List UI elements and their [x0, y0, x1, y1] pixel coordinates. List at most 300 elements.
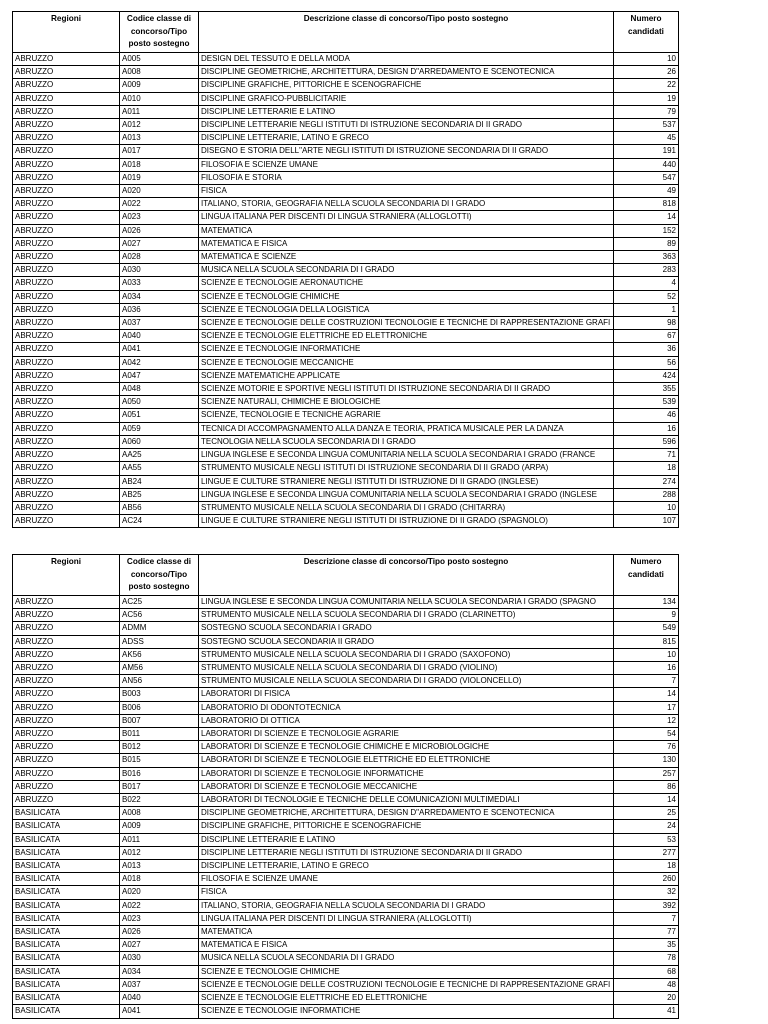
table-row: [13, 978, 679, 991]
cell-numero: 7: [614, 912, 679, 925]
cell-numero: 14: [614, 794, 679, 807]
cell-numero: 363: [614, 251, 679, 264]
cell-numero: 68: [614, 965, 679, 978]
table-row: [13, 754, 679, 767]
cell-descrizione: LINGUA INGLESE E SECONDA LINGUA COMUNITARIA NELLA SCUOLA SECONDARIA I GRADO (SPAGNO: [199, 596, 614, 609]
table-row: [13, 264, 679, 277]
cell-regione: ABRUZZO: [13, 501, 120, 514]
table-row: [13, 728, 679, 741]
cell-descrizione: DISEGNO E STORIA DELL"ARTE NEGLI ISTITUTI DI ISTRUZIONE SECONDARIA DI II GRADO: [199, 145, 614, 158]
cell-descrizione: LINGUA INGLESE E SECONDA LINGUA COMUNITARIA NELLA SCUOLA SECONDARIA I GRADO (INGLESE: [199, 488, 614, 501]
table-row: [13, 952, 679, 965]
table-row: [13, 317, 679, 330]
table-row: [13, 846, 679, 859]
cell-codice: A022: [120, 198, 199, 211]
cell-descrizione: SCIENZE E TECNOLOGIE INFORMATICHE: [199, 1005, 614, 1018]
table-row: [13, 992, 679, 1005]
cell-codice: A026: [120, 926, 199, 939]
cell-numero: 10: [614, 501, 679, 514]
cell-descrizione: DISCIPLINE LETTERARIE E LATINO: [199, 105, 614, 118]
table-row: [13, 899, 679, 912]
cell-numero: 12: [614, 714, 679, 727]
cell-codice: A047: [120, 369, 199, 382]
cell-codice: A022: [120, 899, 199, 912]
cell-numero: 52: [614, 290, 679, 303]
cell-regione: ABRUZZO: [13, 303, 120, 316]
table-header-row: [13, 555, 679, 596]
cell-regione: ABRUZZO: [13, 198, 120, 211]
cell-numero: 26: [614, 66, 679, 79]
cell-numero: 152: [614, 224, 679, 237]
cell-codice: AB56: [120, 501, 199, 514]
cell-descrizione: SCIENZE E TECNOLOGIE MECCANICHE: [199, 356, 614, 369]
cell-regione: BASILICATA: [13, 820, 120, 833]
cell-regione: ABRUZZO: [13, 449, 120, 462]
table-row: [13, 462, 679, 475]
cell-codice: A037: [120, 317, 199, 330]
table-row: [13, 237, 679, 250]
cell-codice: A009: [120, 820, 199, 833]
cell-regione: ABRUZZO: [13, 158, 120, 171]
cell-regione: BASILICATA: [13, 833, 120, 846]
cell-descrizione: FISICA: [199, 886, 614, 899]
table-row: [13, 780, 679, 793]
cell-descrizione: SCIENZE E TECNOLOGIE AERONAUTICHE: [199, 277, 614, 290]
table-row: [13, 158, 679, 171]
table-row: [13, 145, 679, 158]
cell-numero: 547: [614, 171, 679, 184]
cell-regione: ABRUZZO: [13, 343, 120, 356]
cell-codice: A013: [120, 860, 199, 873]
cell-descrizione: MATEMATICA: [199, 926, 614, 939]
cell-numero: 71: [614, 449, 679, 462]
cell-numero: 134: [614, 596, 679, 609]
table-row: [13, 741, 679, 754]
cell-codice: B011: [120, 728, 199, 741]
cell-regione: BASILICATA: [13, 860, 120, 873]
cell-regione: ABRUZZO: [13, 714, 120, 727]
cell-numero: 67: [614, 330, 679, 343]
cell-numero: 1: [614, 303, 679, 316]
cell-numero: 56: [614, 356, 679, 369]
cell-descrizione: LABORATORIO DI ODONTOTECNICA: [199, 701, 614, 714]
cell-regione: ABRUZZO: [13, 741, 120, 754]
cell-descrizione: SCIENZE E TECNOLOGIA DELLA LOGISTICA: [199, 303, 614, 316]
header-codice: Codice classe di concorso/Tipo posto sostegno: [120, 12, 199, 53]
cell-codice: A040: [120, 992, 199, 1005]
cell-descrizione: LABORATORI DI SCIENZE E TECNOLOGIE ELETTRICHE ED ELETTRONICHE: [199, 754, 614, 767]
cell-codice: ADSS: [120, 635, 199, 648]
cell-regione: ABRUZZO: [13, 264, 120, 277]
table-row: [13, 277, 679, 290]
table-row: [13, 224, 679, 237]
cell-descrizione: LABORATORI DI SCIENZE E TECNOLOGIE AGRARIE: [199, 728, 614, 741]
cell-descrizione: MUSICA NELLA SCUOLA SECONDARIA DI I GRADO: [199, 264, 614, 277]
cell-regione: ABRUZZO: [13, 251, 120, 264]
cell-numero: 53: [614, 833, 679, 846]
table-row: [13, 912, 679, 925]
cell-numero: 288: [614, 488, 679, 501]
cell-numero: 818: [614, 198, 679, 211]
cell-numero: 78: [614, 952, 679, 965]
cell-codice: AK56: [120, 648, 199, 661]
cell-descrizione: TECNICA DI ACCOMPAGNAMENTO ALLA DANZA E TEORIA, PRATICA MUSICALE PER LA DANZA: [199, 422, 614, 435]
cell-codice: A034: [120, 290, 199, 303]
table-row: [13, 939, 679, 952]
cell-numero: 49: [614, 185, 679, 198]
cell-regione: ABRUZZO: [13, 145, 120, 158]
cell-descrizione: DISCIPLINE GEOMETRICHE, ARCHITETTURA, DESIGN D"ARREDAMENTO E SCENOTECNICA: [199, 807, 614, 820]
cell-descrizione: LABORATORI DI SCIENZE E TECNOLOGIE MECCANICHE: [199, 780, 614, 793]
cell-codice: B003: [120, 688, 199, 701]
header-descrizione: Descrizione classe di concorso/Tipo posto sostegno: [199, 12, 614, 53]
cell-codice: AA55: [120, 462, 199, 475]
cell-numero: 274: [614, 475, 679, 488]
cell-codice: A037: [120, 978, 199, 991]
cell-numero: 16: [614, 422, 679, 435]
cell-descrizione: STRUMENTO MUSICALE NELLA SCUOLA SECONDARIA DI I GRADO (CLARINETTO): [199, 609, 614, 622]
cell-descrizione: LINGUE E CULTURE STRANIERE NEGLI ISTITUTI DI ISTRUZIONE DI II GRADO (INGLESE): [199, 475, 614, 488]
table-row: [13, 860, 679, 873]
table-row: [13, 701, 679, 714]
cell-descrizione: LABORATORI DI FISICA: [199, 688, 614, 701]
cell-codice: A051: [120, 409, 199, 422]
table-row: [13, 171, 679, 184]
cell-descrizione: DISCIPLINE LETTERARIE, LATINO E GRECO: [199, 132, 614, 145]
cell-numero: 86: [614, 780, 679, 793]
cell-codice: A020: [120, 185, 199, 198]
cell-codice: A023: [120, 912, 199, 925]
cell-descrizione: DISCIPLINE LETTERARIE NEGLI ISTITUTI DI ISTRUZIONE SECONDARIA DI II GRADO: [199, 846, 614, 859]
cell-numero: 76: [614, 741, 679, 754]
cell-regione: ABRUZZO: [13, 422, 120, 435]
cell-descrizione: LABORATORI DI SCIENZE E TECNOLOGIE CHIMICHE E MICROBIOLOGICHE: [199, 741, 614, 754]
cell-numero: 537: [614, 119, 679, 132]
cell-numero: 32: [614, 886, 679, 899]
cell-numero: 25: [614, 807, 679, 820]
cell-regione: ABRUZZO: [13, 596, 120, 609]
cell-regione: BASILICATA: [13, 926, 120, 939]
table-body-2: [13, 596, 679, 1019]
cell-regione: BASILICATA: [13, 992, 120, 1005]
table-row: [13, 409, 679, 422]
cell-regione: BASILICATA: [13, 846, 120, 859]
cell-regione: ABRUZZO: [13, 171, 120, 184]
cell-codice: AC25: [120, 596, 199, 609]
cell-numero: 24: [614, 820, 679, 833]
header-regioni: Regioni: [13, 555, 120, 596]
table-row: [13, 251, 679, 264]
cell-regione: BASILICATA: [13, 939, 120, 952]
cell-codice: AB24: [120, 475, 199, 488]
cell-regione: ABRUZZO: [13, 383, 120, 396]
cell-regione: BASILICATA: [13, 978, 120, 991]
cell-descrizione: FILOSOFIA E SCIENZE UMANE: [199, 158, 614, 171]
cell-numero: 815: [614, 635, 679, 648]
cell-descrizione: LINGUE E CULTURE STRANIERE NEGLI ISTITUTI DI ISTRUZIONE DI II GRADO (SPAGNOLO): [199, 515, 614, 528]
table-row: [13, 105, 679, 118]
table-body-1: [13, 53, 679, 528]
table-row: [13, 132, 679, 145]
cell-descrizione: SCIENZE MATEMATICHE APPLICATE: [199, 369, 614, 382]
cell-regione: BASILICATA: [13, 873, 120, 886]
cell-descrizione: SCIENZE, TECNOLOGIE E TECNICHE AGRARIE: [199, 409, 614, 422]
cell-codice: B017: [120, 780, 199, 793]
table-row: [13, 794, 679, 807]
cell-codice: A033: [120, 277, 199, 290]
cell-numero: 4: [614, 277, 679, 290]
cell-descrizione: DISCIPLINE GRAFICO-PUBBLICITARIE: [199, 92, 614, 105]
cell-regione: ABRUZZO: [13, 794, 120, 807]
cell-regione: ABRUZZO: [13, 435, 120, 448]
cell-regione: ABRUZZO: [13, 79, 120, 92]
cell-descrizione: SCIENZE NATURALI, CHIMICHE E BIOLOGICHE: [199, 396, 614, 409]
table-row: [13, 1005, 679, 1018]
cell-descrizione: STRUMENTO MUSICALE NELLA SCUOLA SECONDARIA DI I GRADO (VIOLONCELLO): [199, 675, 614, 688]
cell-regione: ABRUZZO: [13, 409, 120, 422]
cell-numero: 14: [614, 688, 679, 701]
cell-descrizione: LABORATORI DI SCIENZE E TECNOLOGIE INFORMATICHE: [199, 767, 614, 780]
cell-codice: A026: [120, 224, 199, 237]
table-row: [13, 422, 679, 435]
cell-codice: AA25: [120, 449, 199, 462]
cell-numero: 392: [614, 899, 679, 912]
cell-codice: AN56: [120, 675, 199, 688]
cell-numero: 77: [614, 926, 679, 939]
cell-numero: 10: [614, 53, 679, 66]
cell-regione: ABRUZZO: [13, 105, 120, 118]
cell-codice: A034: [120, 965, 199, 978]
cell-codice: A017: [120, 145, 199, 158]
cell-regione: ABRUZZO: [13, 66, 120, 79]
cell-codice: A041: [120, 1005, 199, 1018]
table-row: [13, 383, 679, 396]
table-row: [13, 343, 679, 356]
table-row: [13, 807, 679, 820]
cell-numero: 283: [614, 264, 679, 277]
cell-codice: B012: [120, 741, 199, 754]
cell-descrizione: FISICA: [199, 185, 614, 198]
cell-descrizione: LINGUA ITALIANA PER DISCENTI DI LINGUA STRANIERA (ALLOGLOTTI): [199, 912, 614, 925]
cell-numero: 45: [614, 132, 679, 145]
cell-descrizione: LABORATORIO DI OTTICA: [199, 714, 614, 727]
cell-codice: A008: [120, 807, 199, 820]
cell-descrizione: SCIENZE E TECNOLOGIE ELETTRICHE ED ELETTRONICHE: [199, 330, 614, 343]
table-row: [13, 66, 679, 79]
header-numero: Numero candidati: [614, 12, 679, 53]
cell-regione: BASILICATA: [13, 952, 120, 965]
table-row: [13, 662, 679, 675]
cell-codice: A030: [120, 264, 199, 277]
cell-codice: B016: [120, 767, 199, 780]
cell-regione: ABRUZZO: [13, 132, 120, 145]
cell-descrizione: DESIGN DEL TESSUTO E DELLA MODA: [199, 53, 614, 66]
table-row: [13, 596, 679, 609]
cell-numero: 48: [614, 978, 679, 991]
cell-descrizione: DISCIPLINE GEOMETRICHE, ARCHITETTURA, DESIGN D"ARREDAMENTO E SCENOTECNICA: [199, 66, 614, 79]
cell-descrizione: DISCIPLINE GRAFICHE, PITTORICHE E SCENOGRAFICHE: [199, 820, 614, 833]
table-row: [13, 53, 679, 66]
cell-regione: ABRUZZO: [13, 317, 120, 330]
cell-descrizione: STRUMENTO MUSICALE NELLA SCUOLA SECONDARIA DI I GRADO (CHITARRA): [199, 501, 614, 514]
cell-codice: AM56: [120, 662, 199, 675]
cell-regione: ABRUZZO: [13, 675, 120, 688]
table-row: [13, 185, 679, 198]
cell-regione: ABRUZZO: [13, 119, 120, 132]
table-row: [13, 873, 679, 886]
cell-numero: 16: [614, 662, 679, 675]
cell-codice: A012: [120, 846, 199, 859]
cell-numero: 20: [614, 992, 679, 1005]
cell-regione: ABRUZZO: [13, 515, 120, 528]
cell-regione: ABRUZZO: [13, 185, 120, 198]
table-row: [13, 435, 679, 448]
cell-codice: A018: [120, 873, 199, 886]
table-row: [13, 449, 679, 462]
cell-descrizione: DISCIPLINE LETTERARIE E LATINO: [199, 833, 614, 846]
cell-descrizione: MATEMATICA E FISICA: [199, 939, 614, 952]
cell-regione: ABRUZZO: [13, 662, 120, 675]
table-header-row: [13, 12, 679, 53]
cell-numero: 98: [614, 317, 679, 330]
cell-codice: A013: [120, 132, 199, 145]
cell-codice: A020: [120, 886, 199, 899]
cell-numero: 89: [614, 237, 679, 250]
cell-regione: ABRUZZO: [13, 330, 120, 343]
cell-regione: ABRUZZO: [13, 211, 120, 224]
cell-descrizione: TECNOLOGIA NELLA SCUOLA SECONDARIA DI I GRADO: [199, 435, 614, 448]
cell-codice: A040: [120, 330, 199, 343]
table-row: [13, 119, 679, 132]
cell-codice: A050: [120, 396, 199, 409]
table-row: [13, 290, 679, 303]
cell-regione: BASILICATA: [13, 899, 120, 912]
cell-codice: A018: [120, 158, 199, 171]
table-row: [13, 303, 679, 316]
cell-descrizione: DISCIPLINE LETTERARIE NEGLI ISTITUTI DI ISTRUZIONE SECONDARIA DI II GRADO: [199, 119, 614, 132]
cell-codice: A019: [120, 171, 199, 184]
cell-codice: AC56: [120, 609, 199, 622]
candidates-table-2: [12, 554, 679, 1019]
candidates-table-1: [12, 11, 679, 528]
cell-codice: A027: [120, 939, 199, 952]
cell-descrizione: STRUMENTO MUSICALE NELLA SCUOLA SECONDARIA DI I GRADO (SAXOFONO): [199, 648, 614, 661]
cell-regione: ABRUZZO: [13, 488, 120, 501]
cell-numero: 54: [614, 728, 679, 741]
cell-numero: 107: [614, 515, 679, 528]
cell-descrizione: SCIENZE E TECNOLOGIE ELETTRICHE ED ELETTRONICHE: [199, 992, 614, 1005]
header-numero: Numero candidati: [614, 555, 679, 596]
cell-codice: B022: [120, 794, 199, 807]
table-row: [13, 714, 679, 727]
cell-numero: 18: [614, 860, 679, 873]
cell-codice: A005: [120, 53, 199, 66]
cell-descrizione: SCIENZE MOTORIE E SPORTIVE NEGLI ISTITUTI DI ISTRUZIONE SECONDARIA DI II GRADO: [199, 383, 614, 396]
cell-codice: A009: [120, 79, 199, 92]
table-row: [13, 92, 679, 105]
cell-descrizione: SCIENZE E TECNOLOGIE DELLE COSTRUZIONI TECNOLOGIE E TECNICHE DI RAPPRESENTAZIONE GRAFI: [199, 317, 614, 330]
cell-descrizione: LABORATORI DI TECNOLOGIE E TECNICHE DELLE COMUNICAZIONI MULTIMEDIALI: [199, 794, 614, 807]
cell-descrizione: MUSICA NELLA SCUOLA SECONDARIA DI I GRADO: [199, 952, 614, 965]
table-row: [13, 820, 679, 833]
table-row: [13, 515, 679, 528]
table-row: [13, 488, 679, 501]
cell-codice: B007: [120, 714, 199, 727]
table-row: [13, 886, 679, 899]
cell-regione: ABRUZZO: [13, 648, 120, 661]
table-row: [13, 622, 679, 635]
cell-numero: 41: [614, 1005, 679, 1018]
table-row: [13, 833, 679, 846]
table-row: [13, 211, 679, 224]
cell-regione: BASILICATA: [13, 912, 120, 925]
table-row: [13, 926, 679, 939]
cell-regione: ABRUZZO: [13, 237, 120, 250]
cell-regione: ABRUZZO: [13, 622, 120, 635]
cell-numero: 35: [614, 939, 679, 952]
cell-regione: ABRUZZO: [13, 53, 120, 66]
header-codice: Codice classe di concorso/Tipo posto sostegno: [120, 555, 199, 596]
table-row: [13, 648, 679, 661]
table-row: [13, 767, 679, 780]
cell-regione: ABRUZZO: [13, 780, 120, 793]
cell-descrizione: MATEMATICA E FISICA: [199, 237, 614, 250]
cell-codice: A027: [120, 237, 199, 250]
cell-descrizione: SCIENZE E TECNOLOGIE CHIMICHE: [199, 290, 614, 303]
header-regioni: Regioni: [13, 12, 120, 53]
cell-numero: 36: [614, 343, 679, 356]
cell-regione: ABRUZZO: [13, 701, 120, 714]
header-descrizione: Descrizione classe di concorso/Tipo posto sostegno: [199, 555, 614, 596]
cell-numero: 14: [614, 211, 679, 224]
table-row: [13, 330, 679, 343]
cell-numero: 424: [614, 369, 679, 382]
cell-numero: 191: [614, 145, 679, 158]
cell-descrizione: MATEMATICA: [199, 224, 614, 237]
cell-regione: ABRUZZO: [13, 754, 120, 767]
table-row: [13, 965, 679, 978]
cell-codice: A036: [120, 303, 199, 316]
cell-numero: 79: [614, 105, 679, 118]
cell-numero: 277: [614, 846, 679, 859]
table-row: [13, 688, 679, 701]
cell-descrizione: SCIENZE E TECNOLOGIE DELLE COSTRUZIONI TECNOLOGIE E TECNICHE DI RAPPRESENTAZIONE GRAFI: [199, 978, 614, 991]
table-row: [13, 501, 679, 514]
cell-descrizione: MATEMATICA E SCIENZE: [199, 251, 614, 264]
table-row: [13, 609, 679, 622]
cell-descrizione: ITALIANO, STORIA, GEOGRAFIA NELLA SCUOLA SECONDARIA DI I GRADO: [199, 899, 614, 912]
cell-descrizione: STRUMENTO MUSICALE NELLA SCUOLA SECONDARIA DI I GRADO (VIOLINO): [199, 662, 614, 675]
cell-codice: A010: [120, 92, 199, 105]
cell-descrizione: ITALIANO, STORIA, GEOGRAFIA NELLA SCUOLA SECONDARIA DI I GRADO: [199, 198, 614, 211]
cell-numero: 355: [614, 383, 679, 396]
table-row: [13, 675, 679, 688]
cell-regione: ABRUZZO: [13, 356, 120, 369]
table-row: [13, 79, 679, 92]
cell-numero: 257: [614, 767, 679, 780]
cell-descrizione: LINGUA ITALIANA PER DISCENTI DI LINGUA STRANIERA (ALLOGLOTTI): [199, 211, 614, 224]
cell-regione: ABRUZZO: [13, 396, 120, 409]
cell-numero: 18: [614, 462, 679, 475]
cell-descrizione: SOSTEGNO SCUOLA SECONDARIA I GRADO: [199, 622, 614, 635]
cell-codice: A011: [120, 105, 199, 118]
cell-regione: ABRUZZO: [13, 635, 120, 648]
cell-codice: B006: [120, 701, 199, 714]
table-row: [13, 475, 679, 488]
cell-codice: A011: [120, 833, 199, 846]
cell-codice: A023: [120, 211, 199, 224]
cell-numero: 539: [614, 396, 679, 409]
